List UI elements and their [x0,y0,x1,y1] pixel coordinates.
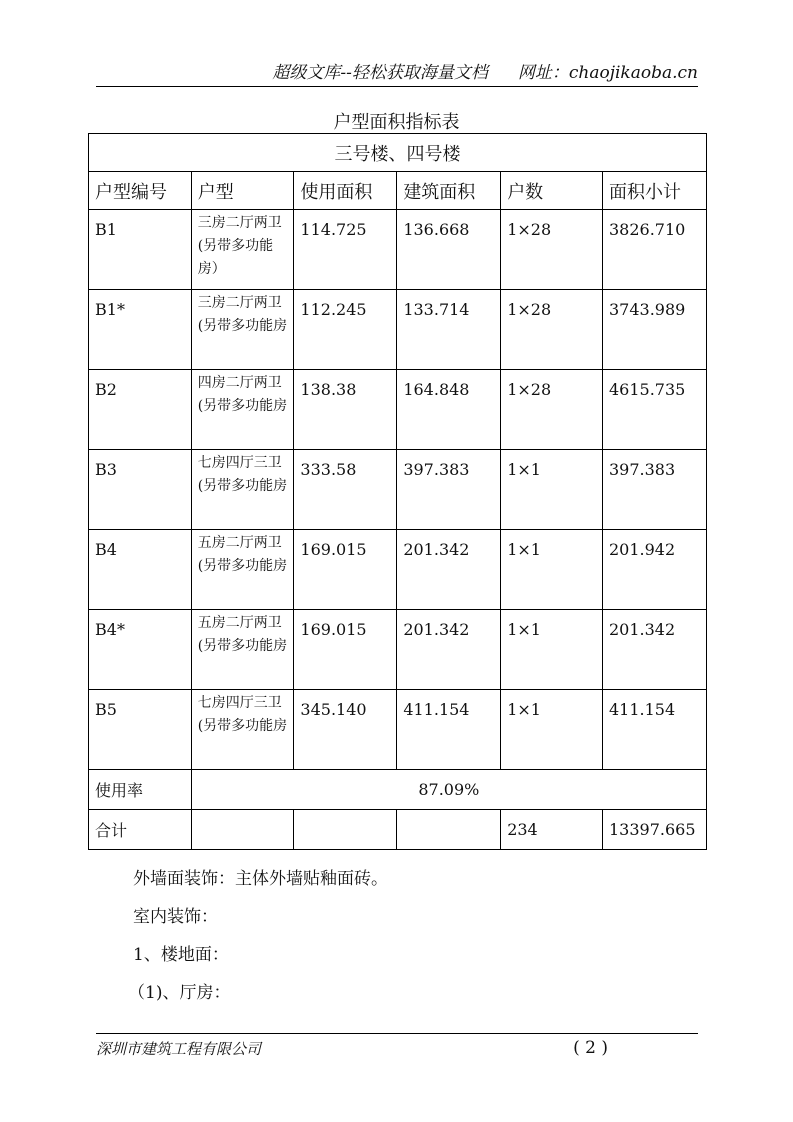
paragraph: （1)、厅房： [128,983,231,1003]
column-header: 户型 [191,172,294,210]
column-header: 户型编号 [89,172,192,210]
table-row [89,530,707,610]
table-cell: 1×28 [501,210,603,290]
table-cell: 411.154 [397,690,501,770]
table-cell: 201.342 [397,610,501,690]
table-cell: 397.383 [602,450,706,530]
footer-company: 深圳市建筑工程有限公司 [96,1040,262,1058]
total-count: 234 [501,810,603,850]
table-cell [191,810,294,850]
table-cell: 七房四厅三卫(另带多功能房 [191,690,294,770]
table-cell: 三房二厅两卫(另带多功能房） [191,210,294,290]
table-cell: 1×28 [501,370,603,450]
rate-value: 87.09% [191,770,706,810]
table-row [89,370,707,450]
page-number: ( 2 ) [573,1038,608,1058]
table-cell: B1 [89,210,192,290]
table-cell: 164.848 [397,370,501,450]
area-table [88,133,707,850]
table-cell: 3826.710 [602,210,706,290]
table-cell: B4* [89,610,192,690]
table-cell: 169.015 [294,610,397,690]
paragraph: 外墙面装饰：主体外墙贴釉面砖。 [133,869,388,889]
page-header [96,58,698,87]
table-cell: B5 [89,690,192,770]
table-row [89,610,707,690]
paragraph: 室内装饰： [133,907,218,927]
table-cell: 411.154 [602,690,706,770]
table-cell: 三房二厅两卫(另带多功能房 [191,290,294,370]
table-cell: 七房四厅三卫(另带多功能房 [191,450,294,530]
column-header: 建筑面积 [397,172,501,210]
header-site: 网址：chaojikaoba.cn [517,63,698,83]
table-cell: 201.342 [602,610,706,690]
table-cell [294,810,397,850]
total-label: 合计 [89,810,192,850]
table-cell: 1×28 [501,290,603,370]
column-header: 面积小计 [602,172,706,210]
total-row [89,810,707,850]
total-area: 13397.665 [602,810,706,850]
table-cell: 五房二厅两卫(另带多功能房 [191,530,294,610]
table-cell: 1×1 [501,610,603,690]
table-row [89,450,707,530]
table-cell: B1* [89,290,192,370]
table-cell: 五房二厅两卫(另带多功能房 [191,610,294,690]
header-text: 超级文库--轻松获取海量文档 [272,63,488,83]
table-cell: 201.342 [397,530,501,610]
table-cell: 4615.735 [602,370,706,450]
table-cell: 114.725 [294,210,397,290]
table-cell: 133.714 [397,290,501,370]
table-cell [397,810,501,850]
table-cell: B2 [89,370,192,450]
table-cell: 345.140 [294,690,397,770]
table-cell: 138.38 [294,370,397,450]
table-title: 户型面积指标表 [333,112,460,133]
table-cell: B3 [89,450,192,530]
usage-rate-row [89,770,707,810]
page-footer [96,1033,698,1059]
table-cell: 3743.989 [602,290,706,370]
table-row [89,210,707,290]
table-cell: 1×1 [501,690,603,770]
table-cell: 169.015 [294,530,397,610]
column-headers [89,172,707,210]
table-cell: 333.58 [294,450,397,530]
table-cell: 136.668 [397,210,501,290]
table-row [89,290,707,370]
table-cell: B4 [89,530,192,610]
table-cell: 1×1 [501,450,603,530]
column-header: 户数 [501,172,603,210]
table-cell: 四房二厅两卫(另带多功能房 [191,370,294,450]
table-cell: 112.245 [294,290,397,370]
table-subtitle: 三号楼、四号楼 [89,134,707,172]
column-header: 使用面积 [294,172,397,210]
rate-label: 使用率 [89,770,192,810]
table-row [89,690,707,770]
paragraph: 1、楼地面： [133,945,229,965]
table-cell: 201.942 [602,530,706,610]
table-cell: 397.383 [397,450,501,530]
table-cell: 1×1 [501,530,603,610]
